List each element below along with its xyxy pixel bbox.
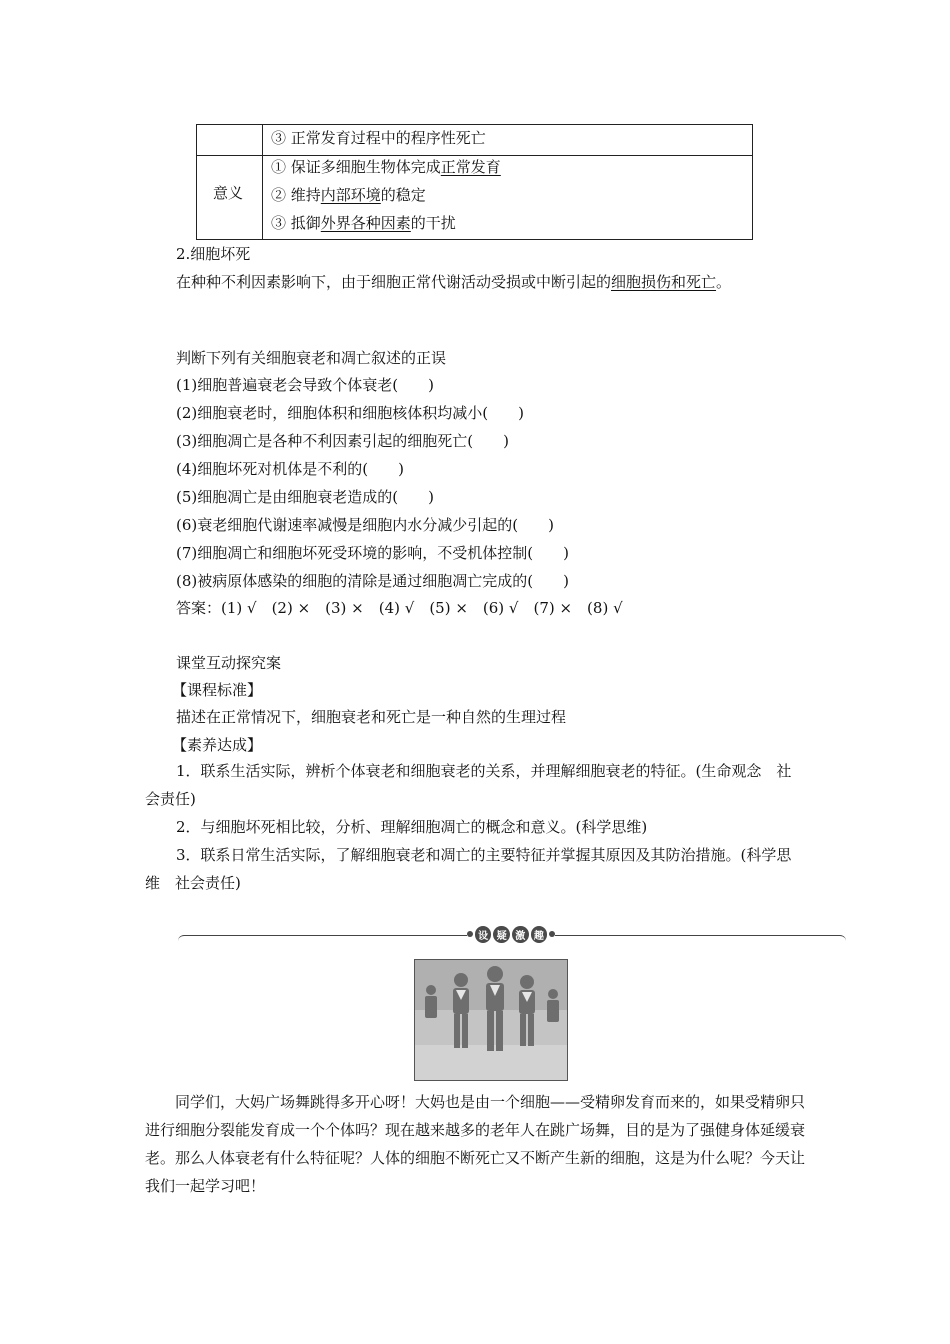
table-cell-meaning-label: 意义 <box>213 184 244 202</box>
banner-dot-icon <box>549 931 555 937</box>
quiz-intro: 判断下列有关细胞衰老和凋亡叙述的正误 <box>176 349 447 367</box>
literacy-item: 3．联系日常生活实际，了解细胞衰老和凋亡的主要特征并掌握其原因及其防治措施。(科学思维 社会责任) <box>145 846 792 892</box>
banner-dot-icon <box>467 931 473 937</box>
table-cell-prev-item: ③ 正常发育过程中的程序性死亡 <box>271 129 486 147</box>
banner-char: 疑 <box>493 926 510 943</box>
table-column-divider <box>262 125 263 239</box>
banner-char: 趣 <box>531 926 548 943</box>
literacy-heading: 【素养达成】 <box>172 736 263 754</box>
necrosis-text: 在种种不利因素影响下，由于细胞正常代谢活动受损或中断引起的细胞损伤和死亡。 <box>176 273 732 291</box>
section-banner <box>467 923 555 945</box>
table-cell-meaning-item: ③ 抵御外界各种因素的干扰 <box>271 214 456 232</box>
section-title: 课堂互动探究案 <box>176 654 282 672</box>
quiz-answer: 答案：(1) √ (2) × (3) × (4) √ (5) × (6) √ (7) × (8) √ <box>176 599 623 617</box>
standard-heading: 【课程标准】 <box>172 681 263 699</box>
quiz-item: (5)细胞凋亡是由细胞衰老造成的( ) <box>176 488 434 506</box>
table-cell-meaning-item: ② 维持内部环境的稳定 <box>271 186 426 204</box>
standard-text: 描述在正常情况下，细胞衰老和死亡是一种自然的生理过程 <box>176 708 567 726</box>
square-dance-image <box>415 960 567 1080</box>
intro-paragraph: 同学们，大妈广场舞跳得多开心呀！大妈也是由一个细胞——受精卵发育而来的，如果受精卵只进行细胞分裂能发育成一个个体吗？现在越来越多的老年人在跳广场舞，目的是为了强健身体延缓衰老。那么人体衰老有什么特征呢？人体的细胞不断死亡又不断产生新的细胞，这是为什么呢？今天让我们一起学习吧！ <box>145 1093 806 1195</box>
quiz-item: (3)细胞凋亡是各种不利因素引起的细胞死亡( ) <box>176 432 509 450</box>
necrosis-heading: 2.细胞坏死 <box>176 245 251 263</box>
quiz-item: (8)被病原体感染的细胞的清除是通过细胞凋亡完成的( ) <box>176 572 569 590</box>
significance-table <box>196 124 753 240</box>
banner-char: 设 <box>475 926 492 943</box>
quiz-item: (1)细胞普遍衰老会导致个体衰老( ) <box>176 376 434 394</box>
banner-char: 激 <box>512 926 529 943</box>
square-dance-photo <box>414 959 568 1081</box>
quiz-item: (4)细胞坏死对机体是不利的( ) <box>176 460 404 478</box>
literacy-item: 2．与细胞坏死相比较，分析、理解细胞凋亡的概念和意义。(科学思维) <box>176 818 648 836</box>
quiz-item: (6)衰老细胞代谢速率减慢是细胞内水分减少引起的( ) <box>176 516 554 534</box>
literacy-item: 1．联系生活实际，辨析个体衰老和细胞衰老的关系，并理解细胞衰老的特征。(生命观念 社会责任) <box>145 762 792 808</box>
quiz-item: (7)细胞凋亡和细胞坏死受环境的影响，不受机体控制( ) <box>176 544 569 562</box>
quiz-item: (2)细胞衰老时，细胞体积和细胞核体积均减小( ) <box>176 404 524 422</box>
table-cell-meaning-item: ① 保证多细胞生物体完成正常发育 <box>271 158 501 176</box>
